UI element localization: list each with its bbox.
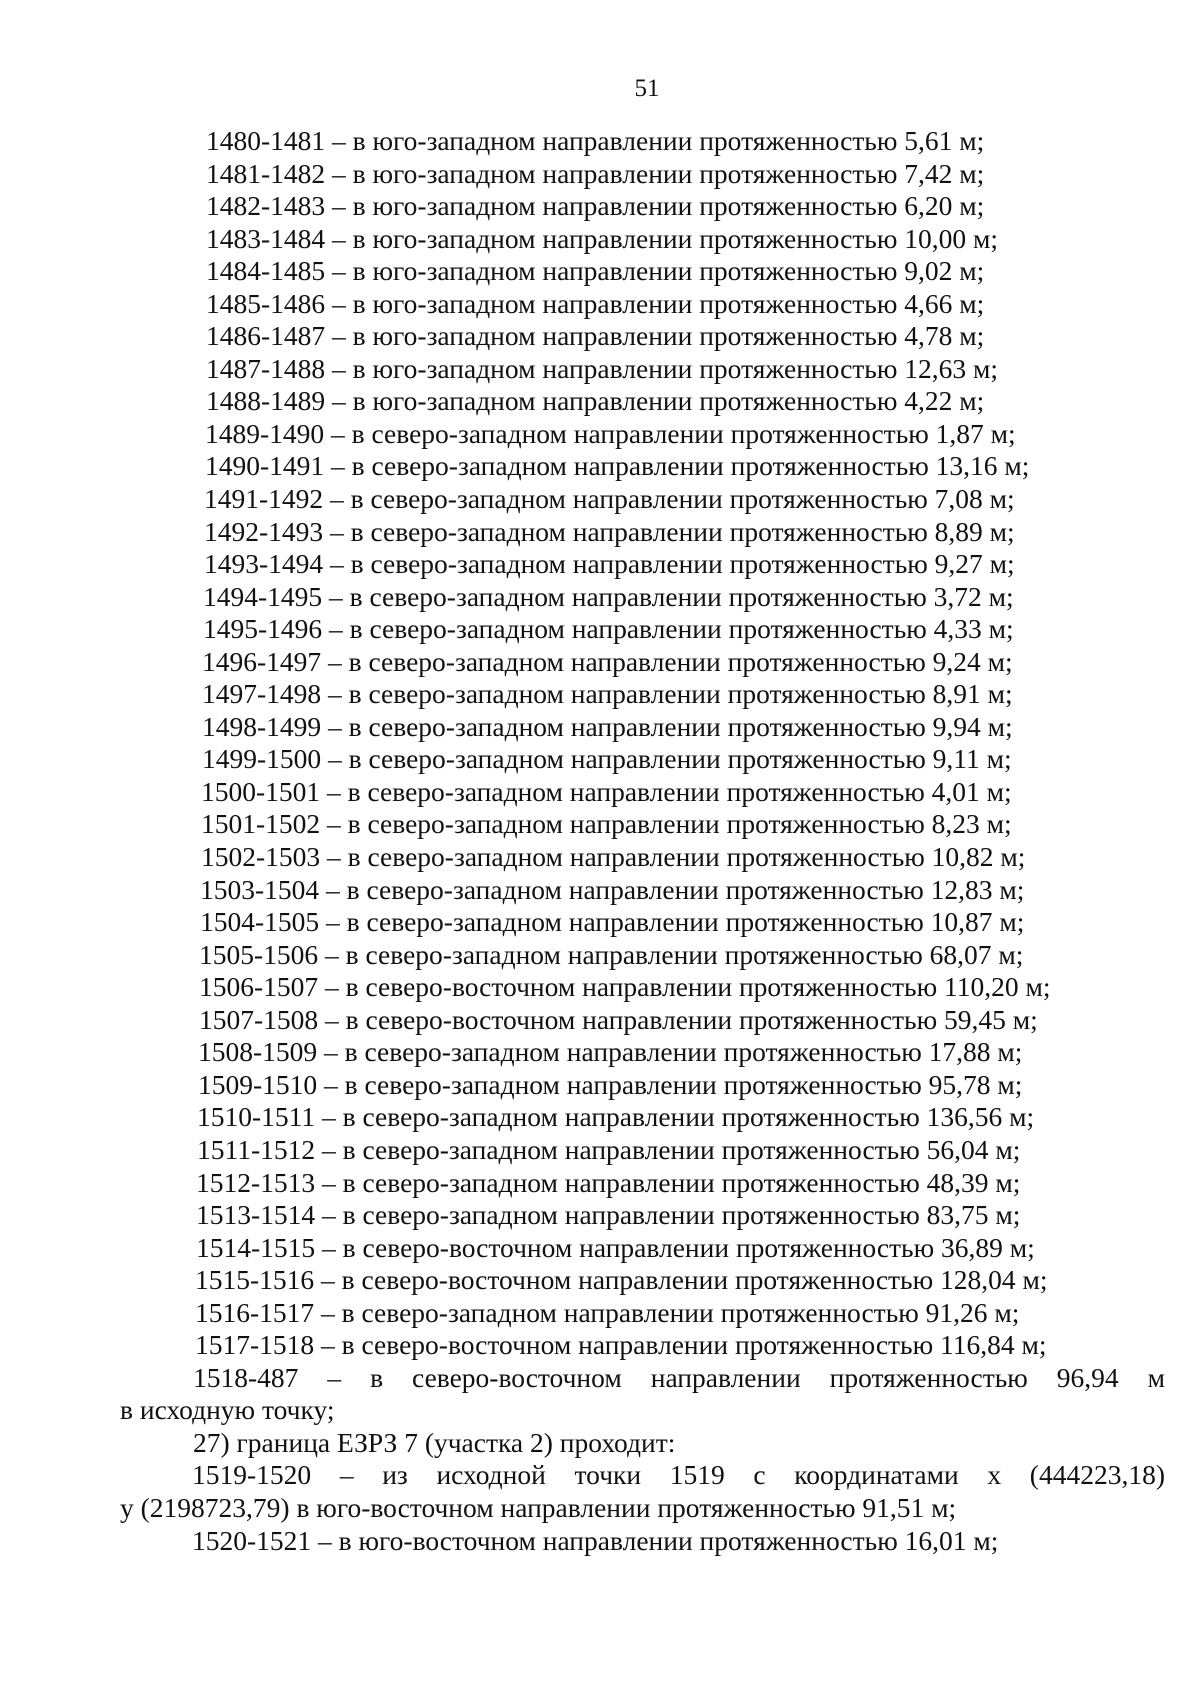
text-line: 1495-1496 – в северо-западном направлении протяженностью 4,33 м;: [203, 613, 1014, 645]
text-line: у (2198723,79) в юго-восточном направлении протяженностью 91,51 м;: [120, 1491, 957, 1523]
text-line: 1493-1494 – в северо-западном направлении протяженностью 9,27 м;: [204, 548, 1015, 580]
text-line: 1509-1510 – в северо-западном направлении протяженностью 95,78 м;: [198, 1068, 1023, 1100]
text-line: 1511-1512 – в северо-западном направлении протяженностью 56,04 м;: [197, 1133, 1021, 1165]
document-body: [120, 125, 1165, 1557]
text-line: 1514-1515 – в северо-восточном направлении протяженностью 36,89 м;: [196, 1231, 1035, 1263]
text-line: 1481-1482 – в юго-западном направлении протяженностью 7,42 м;: [206, 157, 985, 189]
text-line: 1513-1514 – в северо-западном направлении протяженностью 83,75 м;: [196, 1199, 1021, 1231]
text-line: 1507-1508 – в северо-восточном направлении протяженностью 59,45 м;: [199, 1003, 1038, 1035]
text-line: 1504-1505 – в северо-западном направлении протяженностью 10,87 м;: [200, 906, 1025, 938]
page-number: 51: [634, 75, 660, 102]
text-line: 1480-1481 – в юго-западном направлении протяженностью 5,61 м;: [206, 125, 985, 156]
text-line: 1485-1486 – в юго-западном направлении протяженностью 4,66 м;: [206, 287, 985, 319]
text-line: 1496-1497 – в северо-западном направлении протяженностью 9,24 м;: [202, 645, 1013, 677]
text-line: 1502-1503 – в северо-западном направлении протяженностью 10,82 м;: [201, 841, 1026, 873]
text-line: 1497-1498 – в северо-западном направлении протяженностью 8,91 м;: [202, 678, 1013, 710]
text-line: 1520-1521 – в юго-восточном направлении протяженностью 16,01 м;: [192, 1524, 999, 1556]
text-line: 27) граница ЕЗРЗ 7 (участка 2) проходит:: [193, 1426, 676, 1458]
text-line: 1482-1483 – в юго-западном направлении протяженностью 6,20 м;: [206, 190, 985, 222]
text-line: 1492-1493 – в северо-западном направлении протяженностью 8,89 м;: [204, 515, 1015, 547]
text-line: 1484-1485 – в юго-западном направлении протяженностью 9,02 м;: [206, 255, 985, 287]
text-line: 1489-1490 – в северо-западном направлении протяженностью 1,87 м;: [205, 417, 1016, 449]
text-line: 1519-1520 – из исходной точки 1519 с координатами х (444223,18): [192, 1459, 1165, 1491]
text-line: 1494-1495 – в северо-западном направлении протяженностью 3,72 м;: [203, 580, 1014, 612]
text-line: 1500-1501 – в северо-западном направлении протяженностью 4,01 м;: [201, 775, 1012, 807]
text-line: 1516-1517 – в северо-западном направлении протяженностью 91,26 м;: [195, 1296, 1020, 1328]
text-line: 1510-1511 – в северо-западном направлении протяженностью 136,56 м;: [197, 1101, 1035, 1133]
text-line: 1512-1513 – в северо-западном направлении протяженностью 48,39 м;: [196, 1166, 1021, 1198]
text-line: 1505-1506 – в северо-западном направлении протяженностью 68,07 м;: [199, 938, 1024, 970]
text-line: 1515-1516 – в северо-восточном направлении протяженностью 128,04 м;: [195, 1264, 1048, 1296]
text-line: 1517-1518 – в северо-восточном направлении протяженностью 116,84 м;: [195, 1329, 1047, 1361]
text-line: 1487-1488 – в юго-западном направлении протяженностью 12,63 м;: [206, 352, 999, 384]
text-line: 1506-1507 – в северо-восточном направлении протяженностью 110,20 м;: [199, 971, 1051, 1003]
text-line: 1490-1491 – в северо-западном направлении протяженностью 13,16 м;: [205, 450, 1030, 482]
text-line: 1488-1489 – в юго-западном направлении протяженностью 4,22 м;: [206, 385, 985, 417]
text-line: в исходную точку;: [120, 1394, 335, 1426]
text-line: 1498-1499 – в северо-западном направлении протяженностью 9,94 м;: [202, 710, 1013, 742]
text-line: 1508-1509 – в северо-западном направлении протяженностью 17,88 м;: [198, 1036, 1023, 1068]
text-line: 1486-1487 – в юго-западном направлении протяженностью 4,78 м;: [206, 320, 985, 352]
text-line: 1491-1492 – в северо-западном направлении протяженностью 7,08 м;: [204, 483, 1015, 515]
text-line: 1501-1502 – в северо-западном направлении протяженностью 8,23 м;: [201, 808, 1012, 840]
text-line: 1483-1484 – в юго-западном направлении протяженностью 10,00 м;: [206, 222, 999, 254]
text-line: 1499-1500 – в северо-западном направлении протяженностью 9,11 м;: [202, 743, 1012, 775]
text-line: 1503-1504 – в северо-западном направлении протяженностью 12,83 м;: [200, 873, 1025, 905]
text-line: 1518-487 – в северо-восточном направлении протяженностью 96,94 м: [193, 1361, 1165, 1393]
